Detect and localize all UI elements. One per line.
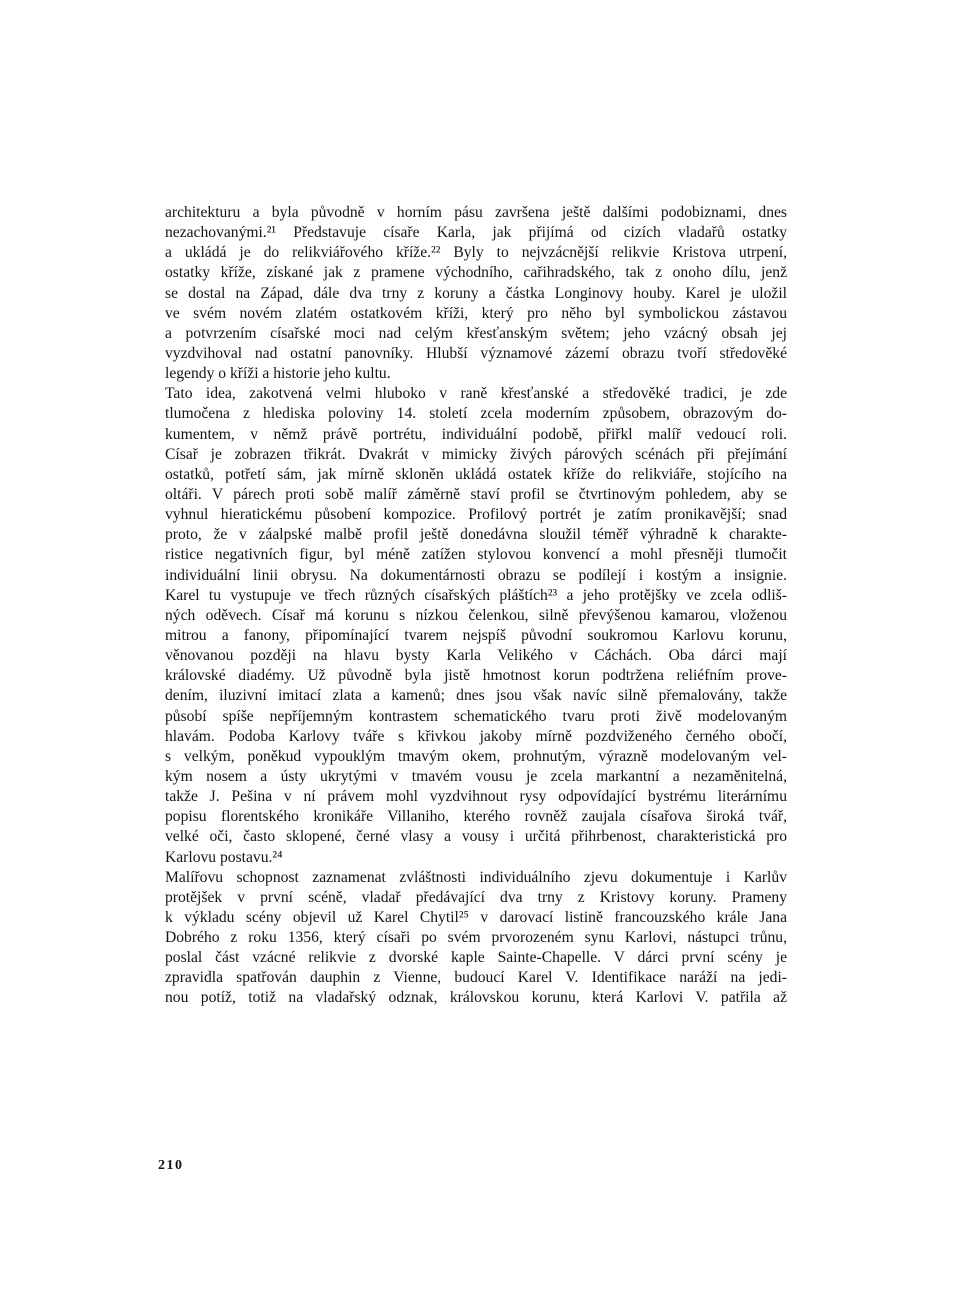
- text-line: a ukládá je do relikviářového kříže.²² Byly to nejvzácnější relikvie Kristova utrpení,: [165, 244, 787, 262]
- text-line: Karlovu postavu.²⁴: [165, 848, 283, 866]
- text-line: vyzdvihoval nad ostatní panovníky. Hlubší významové zázemí obrazu tvoří středověké: [165, 344, 787, 362]
- text-line: popisu florentského kronikáře Villaniho, kterého rovněž zaujala císařova široká tvář,: [165, 808, 787, 826]
- text-line: a potvrzením císařské moci nad celým křesťanským světem; jeho vzácný obsah jej: [165, 324, 787, 342]
- text-line: legendy o kříži a historie jeho kultu.: [165, 365, 391, 383]
- text-line: takže J. Pešina v ní právem mohl vyzdvihnout rysy odpovídající bystrému literárnímu: [165, 788, 787, 806]
- text-line: hlavám. Podoba Karlovy tváře s křivkou jakoby mírně pozdviženého černého obočí,: [165, 727, 787, 745]
- text-line: zpravidla spatřován dauphin z Vienne, budoucí Karel V. Identifikace naráží na jedi-: [165, 969, 787, 987]
- text-line: věnovanou později na hlavu bysty Karla Velikého v Cáchách. Oba dárci mají: [165, 647, 787, 665]
- text-line: královské diadémy. Už původně byla jistě hmotnost korun podtržena reliéfním prove-: [165, 667, 787, 685]
- text-line: Karel tu vystupuje ve třech různých císařských pláštích²³ a jeho protějšky ve zcela odliš-: [165, 586, 787, 604]
- text-line: dením, iluzivní imitací zlata a kamenů; dnes jsou však navíc silně přemalovány, takže: [165, 687, 787, 705]
- text-line: poslal část vzácné relikvie z dvorské kaple Sainte-Chapelle. V dárci první scény je: [165, 949, 787, 967]
- text-line: nezachovanými.²¹ Představuje císaře Karla, jak přijímá od cizích vladařů ostatky: [165, 224, 787, 242]
- text-line: architekturu a byla původně v horním pásu završena ještě dalšími podobiznami, dnes: [165, 204, 787, 221]
- page-number: 210: [158, 1158, 184, 1173]
- text-line: vyhnul hieratickému působení kompozice. Profilový portrét je zatím pronikavější; snad: [165, 506, 787, 524]
- text-line: Malířovu schopnost zaznamenat zvláštnosti individuálního zjevu dokumentuje i Karlův: [165, 868, 787, 886]
- text-line: ristice negativních figur, byl méně zatížen stylovou konvencí a mohl přesněji tlumočit: [165, 546, 787, 564]
- text-line: individuální linii obrysu. Na dokumentárnosti obrazu se podílejí i kostým a insignie.: [165, 566, 787, 584]
- text-line: ve svém novém zlatém ostatkovém kříži, který pro něho byl symbolickou zástavou: [165, 304, 787, 322]
- text-line: nou potíž, totiž na vladařský odznak, královskou korunu, která Karlovi V. patřila až: [165, 989, 787, 1007]
- text-line: ostatků, potřetí sám, jak mírně skloněn ukládá ostatek kříže do relikviáře, stojícího na: [165, 465, 787, 483]
- text-line: působí spíše nepříjemným kontrastem schematického tvaru proti živě modelovaným: [165, 707, 787, 725]
- text-line: k výkladu scény objevil už Karel Chytil²⁵ v darovací listině francouzského krále Jana: [165, 908, 787, 926]
- text-line: tlumočena z hlediska poloviny 14. století zcela moderním způsobem, obrazovým do-: [165, 405, 787, 423]
- text-line: protějšek v první scéně, vladař předávající dva trny z Kristovy koruny. Prameny: [165, 888, 787, 906]
- text-line: Dobrého z roku 1356, který císaři po svém prvorozeném synu Karlovi, nástupci trůnu,: [165, 929, 787, 947]
- text-line: mitrou a fanony, připomínající tvarem nejspíš původní soukromou Karlovu korunu,: [165, 626, 787, 644]
- text-line: se dostal na Západ, dále dva trny z koruny a částka Longinovy houby. Karel je uložil: [165, 284, 787, 302]
- text-line: velké oči, často sklopené, černé vlasy a vousy i určitá přihrbenost, charakteristická pro: [165, 828, 787, 846]
- text-line: s velkým, poněkud vypouklým tmavým okem, prohnutým, výrazně modelovaným vel-: [165, 747, 787, 765]
- body-text: [165, 203, 787, 1009]
- text-line: Tato idea, zakotvená velmi hluboko v raně křesťanské a středověké tradici, je zde: [165, 385, 787, 403]
- text-line: oltáři. V párech proti sobě malíř záměrně staví profil se čtvrtinovým pohledem, aby se: [165, 485, 787, 503]
- text-line: kumentem, v němž právě portrétu, individuální podobě, přiřkl malíř vedoucí roli.: [165, 425, 787, 443]
- text-line: proto, že v záalpské malbě profil ještě donedávna sloužil téměř výhradně k charakte-: [165, 526, 787, 544]
- text-line: kým nosem a ústy ukrytými v tmavém vousu je zcela markantní a nezaměnitelná,: [165, 767, 787, 785]
- text-line: ostatky kříže, získané jak z pramene východního, cařihradského, tak z onoho dílu, jenž: [165, 264, 787, 282]
- text-line: Císař je zobrazen třikrát. Dvakrát v mimicky živých párových scénách při přejímání: [165, 445, 787, 463]
- text-line: ných oděvech. Císař má korunu s nízkou čelenkou, silně převýšenou kamarou, vloženou: [165, 606, 787, 624]
